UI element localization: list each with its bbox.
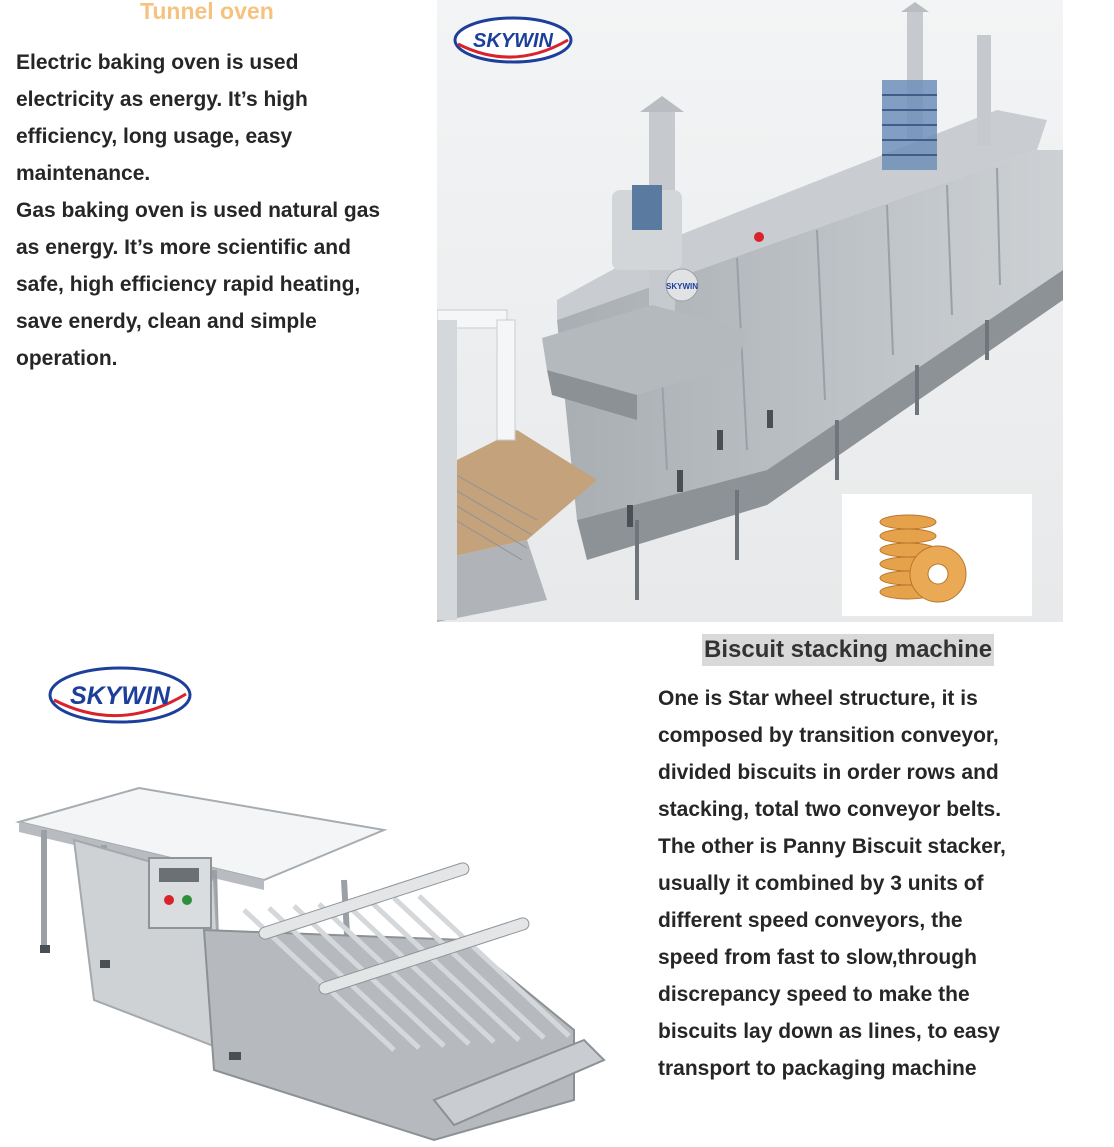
- oven-line: operation.: [16, 347, 118, 370]
- oven-line: maintenance.: [16, 162, 151, 185]
- stack-line: biscuits lay down as lines, to easy: [658, 1020, 1000, 1043]
- tunnel-oven-description: [16, 44, 426, 377]
- stack-line: divided biscuits in order rows and: [658, 761, 999, 784]
- oven-line: Gas baking oven is used natural gas: [16, 199, 381, 222]
- machine-brand-plate: SKYWIN: [666, 282, 698, 291]
- stack-line: The other is Panny Biscuit stacker,: [658, 835, 1006, 858]
- stacking-machine-description: [658, 680, 1098, 1087]
- oven-line: Electric baking oven is used: [16, 51, 299, 74]
- stack-line: usually it combined by 3 units of: [658, 872, 984, 895]
- stacking-machine-photo: [14, 770, 614, 1147]
- stack-line: stacking, total two conveyor belts.: [658, 798, 1002, 821]
- stack-line: different speed conveyors, the: [658, 909, 963, 932]
- skywin-logo-icon: [452, 14, 574, 66]
- oven-line: efficiency, long usage, easy: [16, 125, 293, 148]
- tunnel-oven-title: Tunnel oven: [140, 0, 274, 24]
- stack-line: composed by transition conveyor,: [658, 724, 999, 747]
- oven-line: safe, high efficiency rapid heating,: [16, 273, 361, 296]
- oven-line: as energy. It’s more scientific and: [16, 236, 351, 259]
- stack-line: transport to packaging machine: [658, 1057, 977, 1080]
- logo-text: SKYWIN: [473, 30, 553, 52]
- stack-line: discrepancy speed to make the: [658, 983, 970, 1006]
- skywin-logo-icon: [46, 664, 194, 726]
- logo-text: SKYWIN: [70, 682, 170, 710]
- stacking-machine-title: Biscuit stacking machine: [702, 634, 994, 666]
- stack-line: speed from fast to slow,through: [658, 946, 977, 969]
- stack-line: One is Star wheel structure, it is: [658, 687, 978, 710]
- oven-line: save enerdy, clean and simple: [16, 310, 317, 333]
- oven-line: electricity as energy. It’s high: [16, 88, 308, 111]
- cookie-stack-image: [842, 494, 1032, 616]
- cookies-icon: [842, 494, 1032, 616]
